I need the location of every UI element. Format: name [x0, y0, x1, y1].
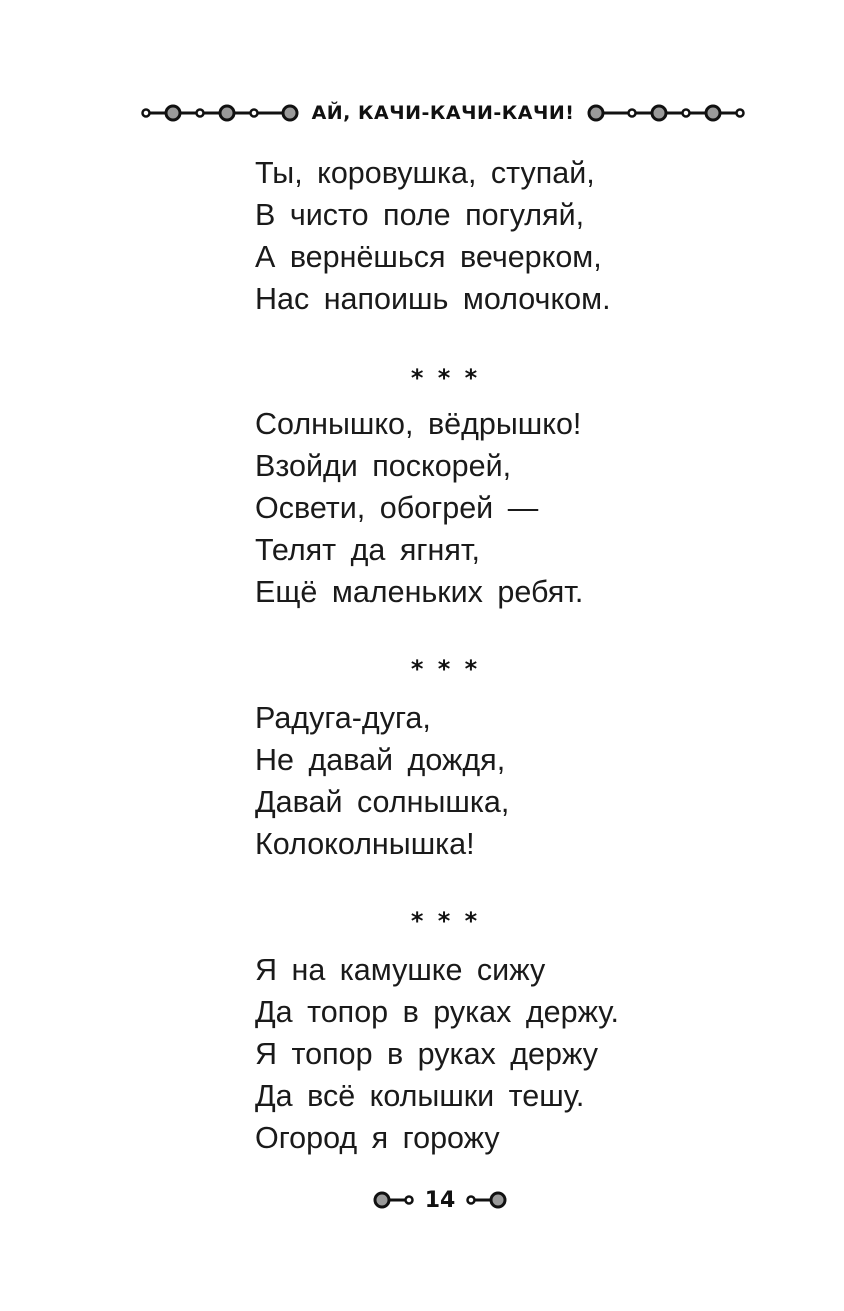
poem-line: Радуга-дуга,	[255, 701, 431, 735]
poem-line: Колоколнышка!	[255, 827, 475, 861]
poem-line: Нас напоишь молочком.	[255, 282, 611, 316]
poem-line: В чисто поле погуляй,	[255, 198, 585, 232]
stanza-1	[255, 152, 611, 320]
stanza-separator: * * *	[410, 364, 478, 392]
poem-line: Да всё колышки тешу.	[255, 1079, 585, 1113]
poem-line: Огород я горожу	[255, 1121, 500, 1155]
stanza-3	[255, 697, 509, 865]
poem-line: Я топор в руках держу	[255, 1037, 598, 1071]
poem-line: Ещё маленьких ребят.	[255, 575, 584, 609]
poem-line: Давай солнышка,	[255, 785, 510, 819]
bead-chain-icon-footer-right	[465, 1188, 509, 1212]
poem-line: Телят да ягнят,	[255, 533, 480, 567]
page-footer	[360, 1183, 520, 1217]
header-title: АЙ, КАЧИ-КАЧИ-КАЧИ!	[311, 102, 575, 124]
poem-line: Да топор в руках держу.	[255, 995, 619, 1029]
stanza-separator: * * *	[410, 907, 478, 935]
poem-line: Освети, обогрей —	[255, 491, 539, 525]
poem-line: Я на камушке сижу	[255, 953, 546, 987]
poem-line: Взойди поскорей,	[255, 449, 512, 483]
stanza-4	[255, 949, 619, 1159]
poem-line: А вернёшься вечерком,	[255, 240, 602, 274]
running-header	[118, 96, 768, 130]
bead-chain-icon-left	[140, 101, 304, 125]
poem-line: Солнышко, вёдрышко!	[255, 407, 582, 441]
bead-chain-icon-footer-left	[371, 1188, 415, 1212]
poem-line: Не давай дождя,	[255, 743, 506, 777]
stanza-2	[255, 403, 583, 613]
stanza-separator: * * *	[410, 655, 478, 683]
bead-chain-icon-right	[582, 101, 746, 125]
poem-line: Ты, коровушка, ступай,	[255, 156, 595, 190]
page-number: 14	[424, 1187, 456, 1213]
